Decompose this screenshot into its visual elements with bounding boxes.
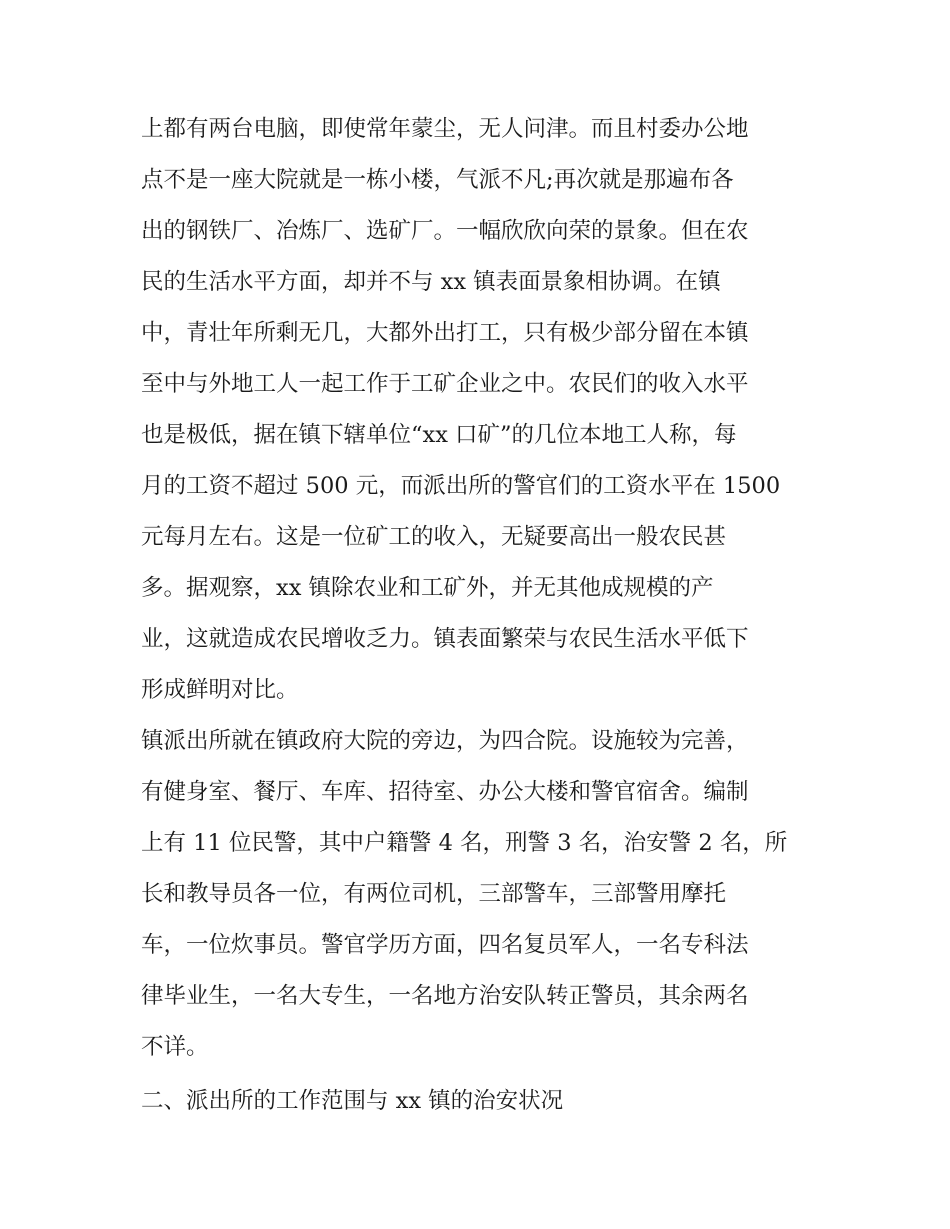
section-heading: 二、派出所的工作范围与 xx 镇的治安状况 (141, 1088, 564, 1114)
text-line: 多。据观察，xx 镇除农业和工矿外，并无其他成规模的产 (141, 575, 714, 601)
text-line: 元每月左右。这是一位矿工的收入，无疑要高出一般农民甚 (141, 524, 727, 550)
text-line: 点不是一座大院就是一栋小楼，气派不凡;再次就是那遍布各 (141, 167, 734, 193)
text-line: 上都有两台电脑，即使常年蒙尘，无人问津。而且村委办公地 (141, 116, 749, 142)
text-line: 出的钢铁厂、冶炼厂、选矿厂。一幅欣欣向荣的景象。但在农 (141, 218, 749, 244)
text-line: 月的工资不超过 500 元，而派出所的警官们的工资水平在 1500 (141, 473, 781, 499)
paragraph-2 (141, 716, 813, 1073)
text-line: 上有 11 位民警，其中户籍警 4 名，刑警 3 名，治安警 2 名，所 (141, 830, 788, 856)
text-line: 中，青壮年所剩无几，大都外出打工，只有极少部分留在本镇 (141, 320, 749, 346)
text-line: 也是极低，据在镇下辖单位“xx 口矿”的几位本地工人称，每 (141, 422, 737, 448)
document-page (141, 104, 813, 1127)
text-line: 有健身室、餐厅、车库、招待室、办公大楼和警官宿舍。编制 (141, 779, 749, 805)
text-line: 形成鲜明对比。 (141, 677, 299, 703)
text-line: 业，这就造成农民增收乏力。镇表面繁荣与农民生活水平低下 (141, 626, 749, 652)
paragraph-1 (141, 104, 813, 716)
text-line: 镇派出所就在镇政府大院的旁边，为四合院。设施较为完善， (141, 728, 749, 754)
text-line: 律毕业生，一名大专生，一名地方治安队转正警员，其余两名 (141, 983, 749, 1009)
text-line: 不详。 (141, 1034, 209, 1060)
text-line: 长和教导员各一位，有两位司机，三部警车，三部警用摩托 (141, 881, 727, 907)
text-line: 至中与外地工人一起工作于工矿企业之中。农民们的收入水平 (141, 371, 749, 397)
text-line: 民的生活水平方面，却并不与 xx 镇表面景象相协调。在镇 (141, 269, 721, 295)
text-line: 车，一位炊事员。警官学历方面，四名复员军人，一名专科法 (141, 932, 749, 958)
